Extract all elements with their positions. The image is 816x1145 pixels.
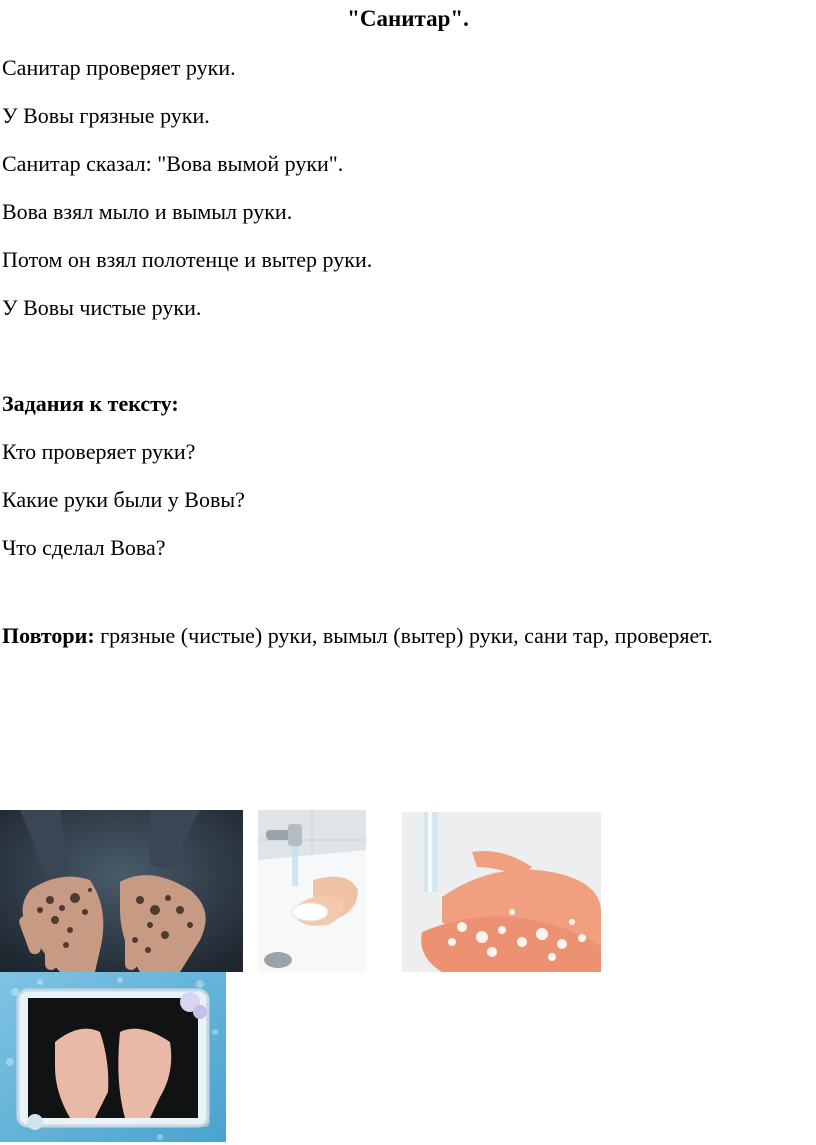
story-line-3: Санитар сказал: "Вова вымой руки". <box>2 151 344 176</box>
story-line-6: У Вовы чистые руки. <box>2 295 202 320</box>
task-question-2: Какие руки были у Вовы? <box>2 487 245 512</box>
story-line-2: У Вовы грязные руки. <box>2 103 210 128</box>
story-line-1: Санитар проверяет руки. <box>2 55 236 80</box>
story-line-4: Вова взял мыло и вымыл руки. <box>2 199 293 224</box>
washing-with-soap-photo <box>258 810 366 972</box>
repeat-text: грязные (чистые) руки, вымыл (вытер) руки, сани тар, проверяет. <box>94 623 713 648</box>
dirty-hands-photo <box>0 810 243 972</box>
page-title: "Санитар". <box>347 6 469 31</box>
soapy-hands-under-water-photo <box>402 812 601 972</box>
clean-hands-framed-photo <box>0 972 226 1142</box>
tasks-heading: Задания к тексту: <box>2 391 179 416</box>
story-line-5: Потом он взял полотенце и вытер руки. <box>2 247 373 272</box>
task-question-3: Что сделал Вова? <box>2 535 166 560</box>
task-question-1: Кто проверяет руки? <box>2 439 196 464</box>
repeat-paragraph <box>2 612 782 660</box>
repeat-label: Повтори: <box>2 623 95 648</box>
